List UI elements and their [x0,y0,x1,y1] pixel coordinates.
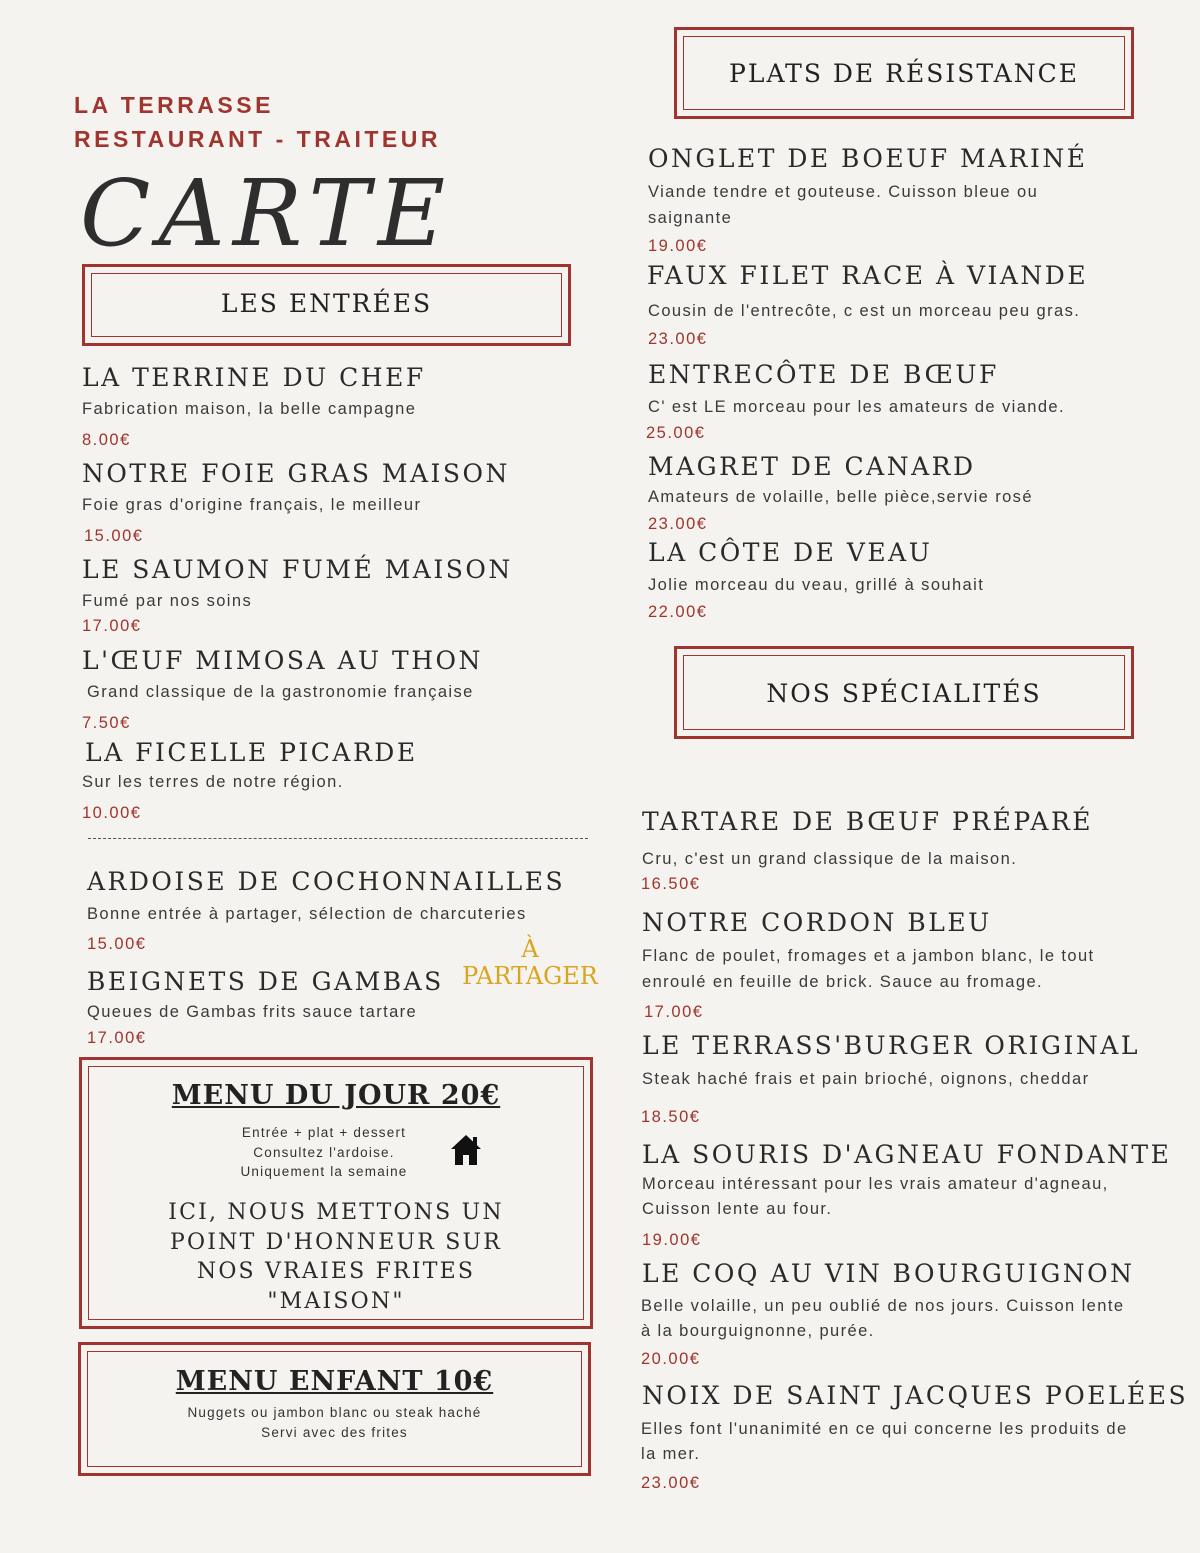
dish-description: Fumé par nos soins [82,592,253,610]
sharing-label-line: PARTAGER [462,962,598,990]
dish-description: Foie gras d'origine français, le meilleur [82,496,422,514]
menu-enfant-title: MENU ENFANT 10€ [175,1366,494,1397]
dish-description: saignante [648,209,733,227]
dish-price: 22.00€ [648,603,708,621]
dish-price: 23.00€ [648,330,708,348]
dish-name: MAGRET DE CANARD [648,452,976,481]
plats-header-box [674,27,1134,119]
specialites-header-box [674,646,1134,739]
menu-du-jour-line: Uniquement la semaine [240,1164,408,1179]
dish-description: Sur les terres de notre région. [82,773,344,791]
frites-statement [82,1198,590,1316]
brand-name: LA TERRASSE [74,92,274,118]
dish-price: 25.00€ [646,424,706,442]
dish-name: NOTRE FOIE GRAS MAISON [82,459,510,488]
dish-description: Grand classique de la gastronomie française [87,683,474,701]
dish-description: enroulé en feuille de brick. Sauce au fromage. [642,973,1044,991]
menu-enfant-box [78,1342,591,1476]
frites-line: ICI, NOUS METTONS UN [168,1200,504,1225]
dish-description: Jolie morceau du veau, grillé à souhait [648,576,985,594]
dish-name: ENTRECÔTE DE BŒUF [648,360,999,389]
menu-du-jour-details [222,1123,426,1182]
entrees-title: LES ENTRÉES [220,289,433,318]
specialites-title: NOS SPÉCIALITÉS [766,679,1042,708]
dish-price: 15.00€ [84,527,144,545]
dish-price: 19.00€ [648,237,708,255]
menu-enfant-line: Nuggets ou jambon blanc ou steak haché [187,1405,482,1420]
dish-price: 16.50€ [641,875,701,893]
menu-du-jour-title: MENU DU JOUR 20€ [171,1080,501,1111]
dish-description: à la bourguignonne, purée. [641,1322,875,1340]
dish-name: LA CÔTE DE VEAU [648,538,933,567]
dish-description: Steak haché frais et pain brioché, oignons, cheddar [642,1070,1090,1088]
dish-name: ONGLET DE BOEUF MARINÉ [648,144,1088,173]
dish-name: LA SOURIS D'AGNEAU FONDANTE [642,1140,1172,1169]
dish-name: LE SAUMON FUMÉ MAISON [82,555,513,584]
menu-du-jour-line: Consultez l'ardoise. [253,1144,395,1160]
dish-description: Elles font l'unanimité en ce qui concerne les produits de [641,1420,1128,1438]
dish-name: LE COQ AU VIN BOURGUIGNON [642,1259,1135,1288]
page-title: CARTE [80,160,454,267]
menu-du-jour-box [79,1057,593,1329]
dish-name: LA TERRINE DU CHEF [82,363,426,392]
dish-description: Morceau intéressant pour les vrais amateur d'agneau, [642,1175,1109,1193]
dish-price: 10.00€ [82,804,142,822]
menu-enfant-details [81,1403,588,1442]
dish-name: TARTARE DE BŒUF PRÉPARÉ [642,807,1094,836]
section-divider [88,838,588,839]
dish-price: 19.00€ [642,1231,702,1249]
menu-du-jour-line: Entrée + plat + dessert [241,1125,407,1140]
dish-price: 20.00€ [641,1350,701,1368]
dish-description: Amateurs de volaille, belle pièce,servie rosé [648,488,1033,506]
dish-description: Cousin de l'entrecôte, c est un morceau peu gras. [648,302,1081,320]
dish-name: FAUX FILET RACE À VIANDE [647,261,1089,290]
dish-price: 15.00€ [87,935,147,953]
dish-price: 17.00€ [87,1029,147,1047]
sharing-label-line: À [521,935,539,963]
plats-title: PLATS DE RÉSISTANCE [729,59,1079,88]
dish-description: Bonne entrée à partager, sélection de charcuteries [87,905,527,923]
dish-name: LE TERRASS'BURGER ORIGINAL [642,1031,1140,1060]
dish-description: C' est LE morceau pour les amateurs de viande. [648,398,1065,416]
dish-description: Belle volaille, un peu oublié de nos jours. Cuisson lente [641,1297,1125,1315]
dish-name: NOTRE CORDON BLEU [642,908,992,937]
dish-name: L'ŒUF MIMOSA AU THON [82,646,483,675]
frites-line: "MAISON" [267,1288,405,1314]
dish-description: Fabrication maison, la belle campagne [82,400,417,418]
dish-name: NOIX DE SAINT JACQUES POELÉES [642,1381,1189,1410]
dish-description: Cru, c'est un grand classique de la maison. [642,850,1018,868]
menu-enfant-line: Servi avec des frites [261,1424,408,1440]
dish-price: 23.00€ [648,515,708,533]
entrees-header-box [82,264,571,346]
frites-line: NOS VRAIES FRITES [196,1259,476,1284]
house-icon [449,1133,483,1167]
frites-line: POINT D'HONNEUR SUR [170,1229,502,1255]
dish-name: BEIGNETS DE GAMBAS [87,967,444,996]
dish-price: 18.50€ [641,1108,701,1126]
dish-description: Queues de Gambas frits sauce tartare [87,1003,418,1021]
dish-price: 23.00€ [641,1474,701,1492]
dish-price: 17.00€ [644,1003,704,1021]
dish-description: la mer. [641,1445,701,1463]
dish-description: Flanc de poulet, fromages et a jambon blanc, le tout [642,947,1095,965]
dish-description: Cuisson lente au four. [642,1200,833,1218]
sharing-label [459,936,601,990]
dish-price: 8.00€ [82,431,131,449]
dish-name: LA FICELLE PICARDE [85,738,418,767]
dish-description: Viande tendre et gouteuse. Cuisson bleue ou [648,183,1039,201]
dish-price: 17.00€ [82,617,142,635]
dish-name: ARDOISE DE COCHONNAILLES [87,867,566,896]
dish-price: 7.50€ [82,714,131,732]
brand-subtitle: RESTAURANT - TRAITEUR [74,126,441,152]
